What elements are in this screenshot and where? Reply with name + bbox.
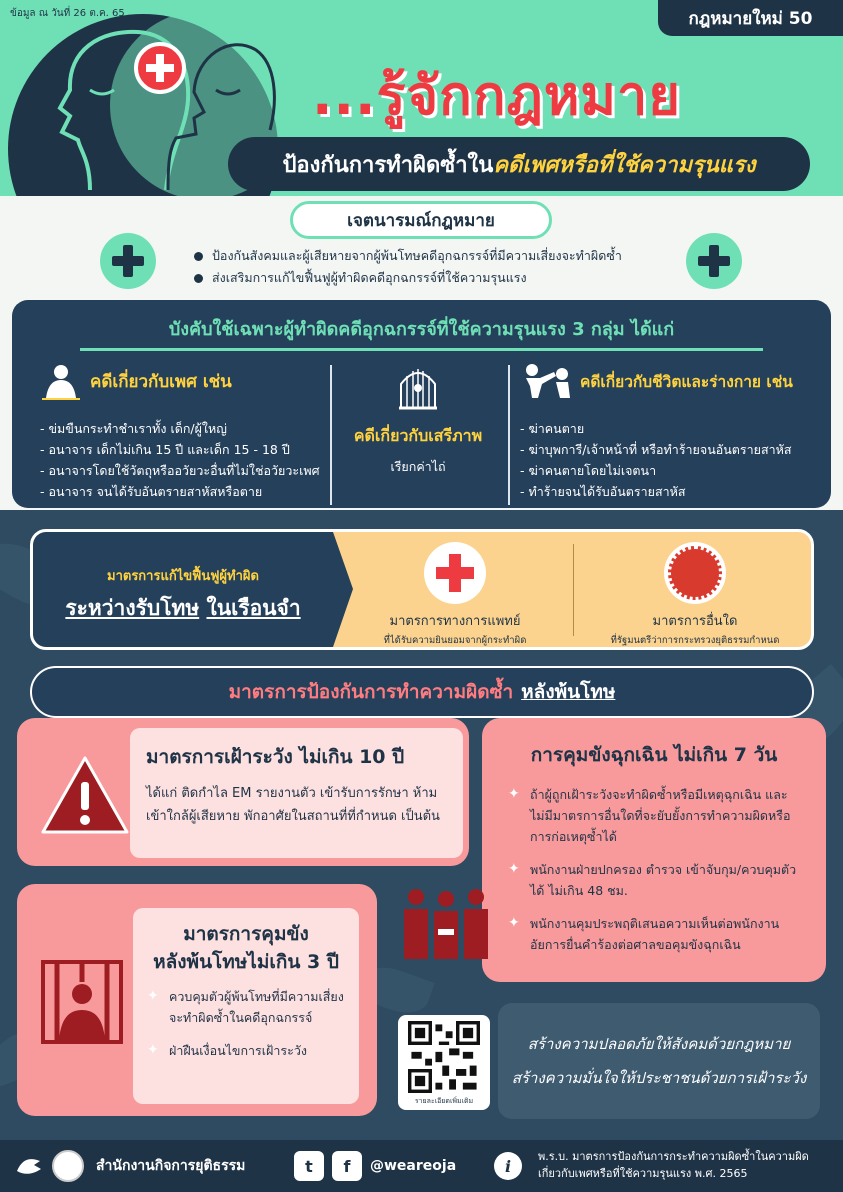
series-label: กฎหมายใหม่ 50 <box>658 0 843 36</box>
officers-arrest-icon <box>398 885 494 965</box>
medical-measure <box>345 536 565 648</box>
intent-heading: เจตนารมณ์กฎหมาย <box>290 201 552 239</box>
life-crime-heading: คดีเกี่ยวกับชีวิตและร่างกาย เช่น <box>580 372 793 391</box>
liberty-crime-heading: คดีเกี่ยวกับเสรีภาพ <box>353 426 483 445</box>
sex-crime-item: - อนาจาร เด็กไม่เกิน 15 ปี และเด็ก 15 - 18 ปี <box>40 439 340 460</box>
watch-measure-card <box>17 718 469 866</box>
during-big-b: ในเรือนจำ <box>206 596 301 620</box>
during-big-a: ระหว่างรับโทษ <box>65 596 200 620</box>
subtitle-bar <box>228 137 810 191</box>
sex-crime-item: - ข่มขืนกระทำชำเราทั้ง เด็ก/ผู้ใหญ่ <box>40 418 340 439</box>
sex-crime-heading: คดีเกี่ยวกับเพศ เช่น <box>90 371 232 392</box>
life-crime-item: - ทำร้ายจนได้รับอันตรายสาหัส <box>520 481 820 502</box>
plus-icon <box>100 233 156 289</box>
emergency-detention-card <box>482 718 826 982</box>
intent-list <box>192 245 672 289</box>
during-small-label: มาตรการแก้ไขฟื้นฟูผู้ทำผิด <box>107 569 259 584</box>
detention-item: ✦ ฝ่าฝืนเงื่อนไขการเฝ้าระวัง <box>147 1040 345 1061</box>
org-name: สำนักงานกิจการยุติธรรม <box>96 1158 246 1174</box>
after-bar-a: มาตรการป้องกันการทำความผิดซ้ำ <box>228 681 514 703</box>
liberty-crime-sub: เรียกค่าไถ่ <box>390 459 446 474</box>
law-name-line1: พ.ร.บ. มาตรการป้องกันการกระทำความผิดซ้ำในความผิด <box>538 1150 809 1163</box>
life-crime-item: - ฆ่าคนตาย <box>520 418 820 439</box>
other-measure <box>585 536 805 648</box>
intent-item: ส่งเสริมการแก้ไขฟื้นฟูผู้ทำผิดคดีอุกฉกรรจ์ที่ใช้ความรุนแรง <box>192 267 672 289</box>
facebook-icon[interactable]: f <box>332 1151 362 1181</box>
other-sub: ที่รัฐมนตรีว่าการกระทรวงยุติธรรมกำหนด <box>610 635 780 646</box>
ministry-logo-icon <box>52 1150 84 1182</box>
groups-title: บังคับใช้เฉพาะผู้ทำผิดคดีอุกฉกรรจ์ที่ใช้ความรุนแรง 3 กลุ่ม ได้แก่ <box>168 319 675 340</box>
fight-icon <box>520 362 572 400</box>
sex-crime-item: - อนาจารโดยใช้วัตถุหรืออวัยวะอื่นที่ไม่ใช่อวัยวะเพศ <box>40 460 340 481</box>
watch-heading: มาตรการเฝ้าระวัง ไม่เกิน 10 ปี <box>146 746 405 768</box>
emergency-item: ✦ พนักงานคุมประพฤติเสนอความเห็นต่อพนักงานอัยการยื่นคำร้องต่อศาลขอคุมขังฉุกเฉิน <box>508 913 800 955</box>
page-title: ...รู้จักกฎหมาย <box>312 64 681 127</box>
ministry-seal-icon <box>664 542 726 604</box>
qr-code[interactable] <box>398 1015 490 1110</box>
birdcage-icon <box>393 362 443 412</box>
sex-crime-column <box>40 362 340 502</box>
slogan-box <box>498 1003 820 1119</box>
life-crime-column <box>520 362 820 502</box>
life-crime-item: - ฆ่าคนตายโดยไม่เจตนา <box>520 460 820 481</box>
victim-icon <box>40 362 82 400</box>
jail-icon <box>41 960 123 1044</box>
detention-heading-2: หลังพ้นโทษไม่เกิน 3 ปี <box>153 951 339 973</box>
emergency-item: ✦ ถ้าผู้ถูกเฝ้าระวังจะทำผิดซ้ำหรือมีเหตุฉุกเฉิน และไม่มีมาตรการอื่นใดที่จะยับยั้งการทำความผิดหรือการก่อเหตุซ้ำได้ <box>508 784 800 847</box>
slogan-line: สร้างความปลอดภัยให้สังคมด้วยกฎหมาย <box>527 1035 791 1053</box>
medical-sub: ที่ได้รับความยินยอมจากผู้กระทำผิด <box>383 635 527 646</box>
law-name-line2: เกี่ยวกับเพศหรือที่ใช้ความรุนแรง พ.ศ. 2565 <box>538 1167 748 1180</box>
twitter-icon[interactable]: t <box>294 1151 324 1181</box>
emergency-item: ✦ พนักงานฝ่ายปกครอง ตำรวจ เข้าจับกุม/ควบคุมตัวได้ ไม่เกิน 48 ชม. <box>508 859 800 901</box>
detention-heading-1: มาตรการคุมขัง <box>183 923 309 945</box>
footer <box>0 1140 843 1192</box>
header-banner <box>0 0 843 196</box>
emergency-heading: การคุมขังฉุกเฉิน ไม่เกิน 7 วัน <box>530 744 778 766</box>
red-cross-icon <box>424 542 486 604</box>
watch-text: ได้แก่ ติดกำไล EM รายงานตัว เข้ารับการรักษา ห้ามเข้าใกล้ผู้เสียหาย พักอาศัยในสถานที่ที่กำหนด เป็นต้น <box>146 786 440 824</box>
subtitle-part-a: ป้องกันการทำผิดซ้ำใน <box>282 152 494 178</box>
warning-icon <box>39 754 131 836</box>
life-crime-item: - ฆ่าบุพการี/เจ้าหน้าที่ หรือทำร้ายจนอันตรายสาหัส <box>520 439 820 460</box>
subtitle-part-b: คดีเพศหรือที่ใช้ความรุนแรง <box>493 152 756 178</box>
groups-panel <box>12 300 831 508</box>
intent-item: ป้องกันสังคมและผู้เสียหายจากผู้พ้นโทษคดีอุกฉกรรจ์ที่มีความเสี่ยงจะทำผิดซ้ำ <box>192 245 672 267</box>
after-release-bar <box>30 666 814 718</box>
other-title: มาตรการอื่นใด <box>652 614 738 629</box>
social-handle[interactable]: @weareoja <box>370 1158 457 1174</box>
plus-icon <box>686 233 742 289</box>
sex-crime-item: - อนาจาร จนได้รับอันตรายสาหัสหรือตาย <box>40 481 340 502</box>
bird-logo-icon <box>14 1151 44 1181</box>
after-bar-b: หลังพ้นโทษ <box>521 681 616 703</box>
post-release-detention-card <box>17 884 377 1116</box>
slogan-line: สร้างความมั่นใจให้ประชาชนด้วยการเฝ้าระวัง <box>511 1069 807 1087</box>
detention-item: ✦ ควบคุมตัวผู้พ้นโทษที่มีความเสี่ยงจะทำผิดซ้ำในคดีอุกฉกรรจ์ <box>147 986 345 1028</box>
info-icon: i <box>494 1152 522 1180</box>
medical-title: มาตรการทางการแพทย์ <box>389 614 521 629</box>
liberty-crime-column <box>334 362 502 477</box>
qr-code-icon <box>408 1021 480 1093</box>
qr-caption: รายละเอียดเพิ่มเติม <box>414 1097 474 1105</box>
data-date: ข้อมูล ณ วันที่ 26 ต.ค. 65 <box>10 8 125 19</box>
during-sentence-card <box>30 529 814 650</box>
